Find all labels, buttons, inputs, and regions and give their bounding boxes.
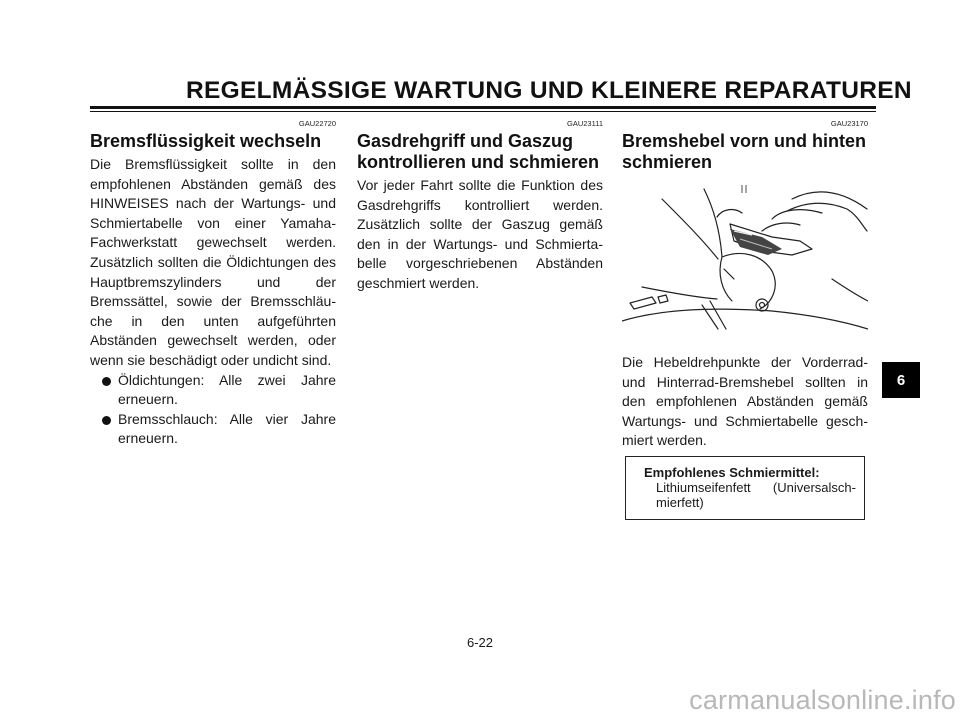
page-number: 6-22 <box>466 635 494 650</box>
section-body: Vor jeder Fahrt sollte die Funktion des Gasdrehgriffs kontrolliert werden. Zusätzlich sollte der Gaszug gemäß den in der Wartungs- und Schmierta-belle vorgeschriebenen Abständen geschmiert werden. <box>357 177 603 291</box>
section-body: Die Hebeldrehpunkte der Vorderrad- und Hinterrad-Bremshebel sollten in den empfohlenen Abständen gemäß Wartungs- und Schmiertabelle gesch-miert werden. <box>622 354 868 449</box>
bullet-text: Öldichtungen: Alle zwei Jahre erneuern. <box>118 371 336 408</box>
chapter-tab: 6 <box>882 362 920 398</box>
lubricant-box <box>625 456 865 520</box>
bullet-icon <box>102 377 111 386</box>
brake-lever-illustration <box>622 179 868 341</box>
bullet-item <box>90 410 336 449</box>
lubricant-text: Lithiumseifenfett (Universalsch-mierfett) <box>656 480 856 510</box>
chapter-title: REGELMÄSSIGE WARTUNG UND KLEINERE REPARATUREN <box>186 77 912 104</box>
section-title: Bremshebel vorn und hinten schmieren <box>622 131 867 172</box>
section-title: Gasdrehgriff und Gaszug kontrollieren und schmieren <box>357 131 600 172</box>
header-rule-thin <box>90 111 876 112</box>
bullet-list <box>90 371 336 449</box>
bullet-item <box>90 371 336 410</box>
section-brake-fluid <box>90 118 336 449</box>
section-code: GAU23111 <box>567 119 603 128</box>
section-code: GAU22720 <box>298 119 336 128</box>
lubricant-title: Empfohlenes Schmiermittel: <box>644 465 820 480</box>
section-brake-levers <box>622 118 868 451</box>
section-code: GAU23170 <box>830 119 868 128</box>
section-throttle <box>357 118 603 294</box>
bullet-icon <box>102 416 111 425</box>
watermark: carmanualsonline.info <box>689 685 956 715</box>
bullet-text: Bremsschlauch: Alle vier Jahre erneuern. <box>118 410 336 447</box>
section-title: Bremsflüssigkeit wechseln <box>90 131 322 151</box>
header-rule <box>90 106 876 109</box>
section-body: Die Bremsflüssigkeit sollte in den empfohlenen Abständen gemäß des HINWEISES nach der Wartungs- und Schmiertabelle von einer Yamaha-Fachwerkstatt gewechselt werden. Zusätzlich sollten die Öldichtungen des Hauptbremszylinders und der Bremssättel, sowie der Bremsschläu-che in den unten aufgeführten Abständen gewechselt werden, oder wenn sie beschädigt oder undicht sind. <box>90 156 336 368</box>
